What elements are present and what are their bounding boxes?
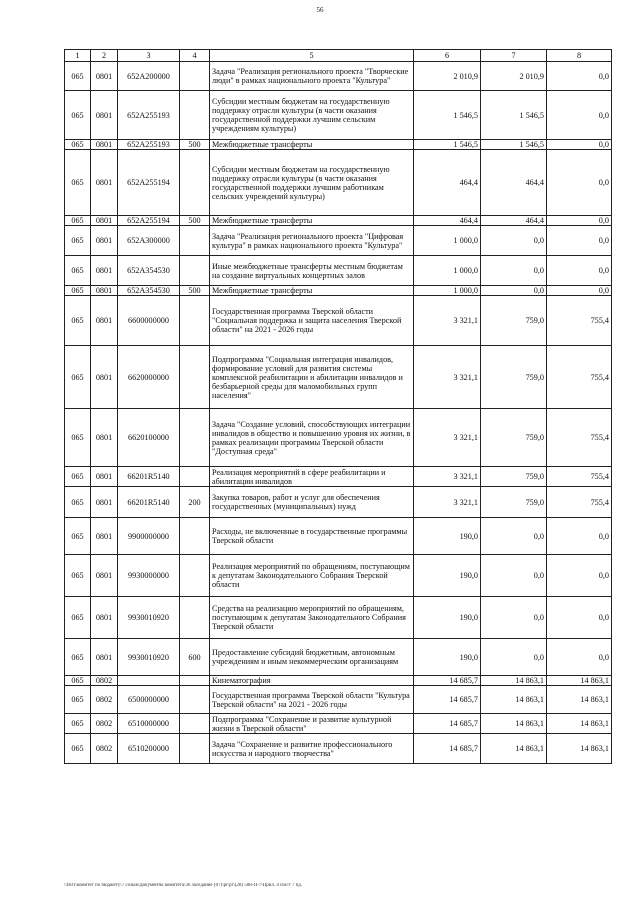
column-header: 3 bbox=[118, 50, 180, 62]
amount-cell: 3 321,1 bbox=[414, 487, 481, 518]
expense-type-cell bbox=[180, 676, 210, 686]
expense-type-cell bbox=[180, 686, 210, 714]
description-cell: Подпрограмма "Сохранение и развитие культурной жизни в Тверской области" bbox=[210, 714, 414, 734]
description-cell: Субсидии местным бюджетам на государственную поддержку отрасли культуры (в части оказания государственной поддержки лучшим работникам сельских учреждений культуры) bbox=[210, 150, 414, 216]
table-row bbox=[65, 555, 612, 597]
admin-code-cell: 065 bbox=[65, 409, 91, 467]
description-cell: Межбюджетные трансферты bbox=[210, 286, 414, 296]
expense-type-cell bbox=[180, 734, 210, 764]
admin-code-cell: 065 bbox=[65, 286, 91, 296]
description-cell: Субсидии местным бюджетам на государственную поддержку отрасли культуры (в части оказания государственной поддержки лучшим сельским учреждениям культуры) bbox=[210, 91, 414, 140]
target-article-cell: 9930010920 bbox=[118, 639, 180, 676]
expense-type-cell bbox=[180, 91, 210, 140]
amount-cell: 0,0 bbox=[547, 62, 612, 91]
target-article-cell: 652A354530 bbox=[118, 286, 180, 296]
amount-cell: 464,4 bbox=[414, 216, 481, 226]
admin-code-cell: 065 bbox=[65, 518, 91, 555]
section-code-cell: 0801 bbox=[91, 91, 118, 140]
section-code-cell: 0802 bbox=[91, 714, 118, 734]
amount-cell: 14 863,1 bbox=[547, 676, 612, 686]
amount-cell: 0,0 bbox=[547, 91, 612, 140]
amount-cell: 0,0 bbox=[481, 639, 547, 676]
expense-type-cell: 500 bbox=[180, 140, 210, 150]
target-article-cell: 6510200000 bbox=[118, 734, 180, 764]
admin-code-cell: 065 bbox=[65, 734, 91, 764]
amount-cell: 759,0 bbox=[481, 346, 547, 409]
section-code-cell: 0801 bbox=[91, 639, 118, 676]
amount-cell: 14 863,1 bbox=[481, 734, 547, 764]
amount-cell: 14 863,1 bbox=[481, 676, 547, 686]
admin-code-cell: 065 bbox=[65, 62, 91, 91]
description-cell: Подпрограмма "Социальная интеграция инвалидов, формирование условий для развития системы комплексной реабилитации и абилитации инвалидов и безбарьерной среды для маломобильных групп населения" bbox=[210, 346, 414, 409]
expense-type-cell bbox=[180, 296, 210, 346]
expense-type-cell bbox=[180, 346, 210, 409]
amount-cell: 0,0 bbox=[547, 286, 612, 296]
amount-cell: 14 685,7 bbox=[414, 676, 481, 686]
admin-code-cell: 065 bbox=[65, 296, 91, 346]
admin-code-cell: 065 bbox=[65, 256, 91, 286]
section-code-cell: 0801 bbox=[91, 150, 118, 216]
file-path-footer: \\fs01\комитет по бюджету\7 созыв\Документы комитета\36 заседание (07)\pr\pr\(28) 508-П-7\Прил. 4 Пост 7 бд. bbox=[64, 883, 303, 888]
table-row bbox=[65, 487, 612, 518]
amount-cell: 464,4 bbox=[481, 150, 547, 216]
amount-cell: 2 010,9 bbox=[414, 62, 481, 91]
target-article-cell: 6600000000 bbox=[118, 296, 180, 346]
target-article-cell: 6500000000 bbox=[118, 686, 180, 714]
amount-cell: 3 321,1 bbox=[414, 346, 481, 409]
section-code-cell: 0802 bbox=[91, 734, 118, 764]
table-row bbox=[65, 140, 612, 150]
amount-cell: 190,0 bbox=[414, 639, 481, 676]
amount-cell: 14 685,7 bbox=[414, 686, 481, 714]
table-row bbox=[65, 346, 612, 409]
description-cell: Задача "Реализация регионального проекта "Творческие люди" в рамках национального проекта "Культура" bbox=[210, 62, 414, 91]
amount-cell: 0,0 bbox=[547, 226, 612, 256]
amount-cell: 0,0 bbox=[547, 216, 612, 226]
admin-code-cell: 065 bbox=[65, 91, 91, 140]
expense-type-cell: 500 bbox=[180, 216, 210, 226]
section-code-cell: 0801 bbox=[91, 555, 118, 597]
description-cell: Задача "Реализация регионального проекта "Цифровая культура" в рамках национального проекта "Культура" bbox=[210, 226, 414, 256]
amount-cell: 464,4 bbox=[414, 150, 481, 216]
amount-cell: 0,0 bbox=[547, 597, 612, 639]
amount-cell: 0,0 bbox=[481, 518, 547, 555]
amount-cell: 759,0 bbox=[481, 296, 547, 346]
table-row bbox=[65, 597, 612, 639]
expense-type-cell bbox=[180, 518, 210, 555]
description-cell: Государственная программа Тверской области "Социальная поддержка и защита населения Тверской области" на 2021 - 2026 годы bbox=[210, 296, 414, 346]
target-article-cell: 9900000000 bbox=[118, 518, 180, 555]
section-code-cell: 0801 bbox=[91, 140, 118, 150]
section-code-cell: 0801 bbox=[91, 409, 118, 467]
admin-code-cell: 065 bbox=[65, 226, 91, 256]
section-code-cell: 0801 bbox=[91, 346, 118, 409]
admin-code-cell: 065 bbox=[65, 216, 91, 226]
target-article-cell: 6620000000 bbox=[118, 346, 180, 409]
table-row bbox=[65, 91, 612, 140]
amount-cell: 14 863,1 bbox=[481, 714, 547, 734]
table-row bbox=[65, 216, 612, 226]
admin-code-cell: 065 bbox=[65, 140, 91, 150]
amount-cell: 1 546,5 bbox=[481, 91, 547, 140]
amount-cell: 0,0 bbox=[547, 555, 612, 597]
admin-code-cell: 065 bbox=[65, 150, 91, 216]
description-cell: Задача "Создание условий, способствующих интеграции инвалидов в общество и повышению уровня их жизни, в рамках реализации программы Тверской области "Доступная среда" bbox=[210, 409, 414, 467]
section-code-cell: 0801 bbox=[91, 597, 118, 639]
table-row bbox=[65, 150, 612, 216]
admin-code-cell: 065 bbox=[65, 714, 91, 734]
target-article-cell: 652A255194 bbox=[118, 216, 180, 226]
section-code-cell: 0801 bbox=[91, 487, 118, 518]
page-number: 56 bbox=[316, 6, 324, 14]
amount-cell: 14 863,1 bbox=[547, 714, 612, 734]
amount-cell: 14 685,7 bbox=[414, 734, 481, 764]
expense-type-cell bbox=[180, 150, 210, 216]
expense-type-cell bbox=[180, 62, 210, 91]
amount-cell: 14 863,1 bbox=[481, 686, 547, 714]
amount-cell: 755,4 bbox=[547, 487, 612, 518]
amount-cell: 759,0 bbox=[481, 487, 547, 518]
table-row bbox=[65, 226, 612, 256]
table-body bbox=[65, 62, 612, 764]
target-article-cell: 652A255193 bbox=[118, 140, 180, 150]
column-header: 4 bbox=[180, 50, 210, 62]
admin-code-cell: 065 bbox=[65, 686, 91, 714]
amount-cell: 755,4 bbox=[547, 296, 612, 346]
section-code-cell: 0801 bbox=[91, 518, 118, 555]
amount-cell: 3 321,1 bbox=[414, 296, 481, 346]
admin-code-cell: 065 bbox=[65, 555, 91, 597]
section-code-cell: 0801 bbox=[91, 296, 118, 346]
amount-cell: 0,0 bbox=[547, 256, 612, 286]
target-article-cell: 652A300000 bbox=[118, 226, 180, 256]
amount-cell: 464,4 bbox=[481, 216, 547, 226]
admin-code-cell: 065 bbox=[65, 346, 91, 409]
budget-table bbox=[64, 49, 612, 764]
description-cell: Кинематография bbox=[210, 676, 414, 686]
expense-type-cell: 200 bbox=[180, 487, 210, 518]
target-article-cell: 652A255193 bbox=[118, 91, 180, 140]
amount-cell: 3 321,1 bbox=[414, 467, 481, 487]
section-code-cell: 0801 bbox=[91, 216, 118, 226]
amount-cell: 1 546,5 bbox=[414, 91, 481, 140]
description-cell: Закупка товаров, работ и услуг для обеспечения государственных (муниципальных) нужд bbox=[210, 487, 414, 518]
table-row bbox=[65, 676, 612, 686]
admin-code-cell: 065 bbox=[65, 487, 91, 518]
amount-cell: 2 010,9 bbox=[481, 62, 547, 91]
target-article-cell: 66201R5140 bbox=[118, 487, 180, 518]
description-cell: Государственная программа Тверской области "Культура Тверской области" на 2021 - 2026 годы bbox=[210, 686, 414, 714]
description-cell: Реализация мероприятий в сфере реабилитации и абилитации инвалидов bbox=[210, 467, 414, 487]
description-cell: Задача "Сохранение и развитие профессионального искусства и народного творчества" bbox=[210, 734, 414, 764]
column-header: 2 bbox=[91, 50, 118, 62]
amount-cell: 1 546,5 bbox=[414, 140, 481, 150]
admin-code-cell: 065 bbox=[65, 467, 91, 487]
expense-type-cell: 500 bbox=[180, 286, 210, 296]
table-header-row bbox=[65, 50, 612, 62]
section-code-cell: 0801 bbox=[91, 256, 118, 286]
section-code-cell: 0802 bbox=[91, 676, 118, 686]
description-cell: Межбюджетные трансферты bbox=[210, 216, 414, 226]
description-cell: Расходы, не включенные в государственные программы Тверской области bbox=[210, 518, 414, 555]
amount-cell: 14 863,1 bbox=[547, 686, 612, 714]
target-article-cell bbox=[118, 676, 180, 686]
target-article-cell: 652A200000 bbox=[118, 62, 180, 91]
amount-cell: 0,0 bbox=[481, 256, 547, 286]
section-code-cell: 0801 bbox=[91, 226, 118, 256]
table-row bbox=[65, 409, 612, 467]
amount-cell: 759,0 bbox=[481, 467, 547, 487]
amount-cell: 755,4 bbox=[547, 467, 612, 487]
table-row bbox=[65, 714, 612, 734]
expense-type-cell bbox=[180, 597, 210, 639]
table-row bbox=[65, 296, 612, 346]
amount-cell: 0,0 bbox=[481, 286, 547, 296]
expense-type-cell bbox=[180, 226, 210, 256]
column-header: 6 bbox=[414, 50, 481, 62]
target-article-cell: 6620100000 bbox=[118, 409, 180, 467]
admin-code-cell: 065 bbox=[65, 639, 91, 676]
expense-type-cell bbox=[180, 256, 210, 286]
expense-type-cell bbox=[180, 555, 210, 597]
amount-cell: 1 000,0 bbox=[414, 256, 481, 286]
table-row bbox=[65, 686, 612, 714]
amount-cell: 1 000,0 bbox=[414, 226, 481, 256]
target-article-cell: 652A354530 bbox=[118, 256, 180, 286]
amount-cell: 3 321,1 bbox=[414, 409, 481, 467]
table-row bbox=[65, 62, 612, 91]
column-header: 7 bbox=[481, 50, 547, 62]
amount-cell: 759,0 bbox=[481, 409, 547, 467]
expense-type-cell bbox=[180, 714, 210, 734]
table-row bbox=[65, 734, 612, 764]
section-code-cell: 0801 bbox=[91, 286, 118, 296]
amount-cell: 1 546,5 bbox=[481, 140, 547, 150]
column-header: 8 bbox=[547, 50, 612, 62]
amount-cell: 0,0 bbox=[481, 226, 547, 256]
table-row bbox=[65, 467, 612, 487]
expense-type-cell bbox=[180, 467, 210, 487]
amount-cell: 0,0 bbox=[547, 150, 612, 216]
amount-cell: 14 685,7 bbox=[414, 714, 481, 734]
amount-cell: 755,4 bbox=[547, 346, 612, 409]
amount-cell: 190,0 bbox=[414, 555, 481, 597]
amount-cell: 0,0 bbox=[547, 639, 612, 676]
amount-cell: 0,0 bbox=[547, 140, 612, 150]
description-cell: Предоставление субсидий бюджетным, автономным учреждениям и иным некоммерческим организациям bbox=[210, 639, 414, 676]
target-article-cell: 9930010920 bbox=[118, 597, 180, 639]
description-cell: Средства на реализацию мероприятий по обращениям, поступающим к депутатам Законодательного Собрания Тверской области bbox=[210, 597, 414, 639]
admin-code-cell: 065 bbox=[65, 597, 91, 639]
amount-cell: 190,0 bbox=[414, 597, 481, 639]
admin-code-cell: 065 bbox=[65, 676, 91, 686]
description-cell: Иные межбюджетные трансферты местным бюджетам на создание виртуальных концертных залов bbox=[210, 256, 414, 286]
target-article-cell: 6510000000 bbox=[118, 714, 180, 734]
table-row bbox=[65, 639, 612, 676]
target-article-cell: 66201R5140 bbox=[118, 467, 180, 487]
column-header: 5 bbox=[210, 50, 414, 62]
expense-type-cell bbox=[180, 409, 210, 467]
expense-type-cell: 600 bbox=[180, 639, 210, 676]
section-code-cell: 0801 bbox=[91, 62, 118, 91]
table-row bbox=[65, 518, 612, 555]
section-code-cell: 0802 bbox=[91, 686, 118, 714]
table-row bbox=[65, 256, 612, 286]
table-row bbox=[65, 286, 612, 296]
amount-cell: 755,4 bbox=[547, 409, 612, 467]
section-code-cell: 0801 bbox=[91, 467, 118, 487]
target-article-cell: 9930000000 bbox=[118, 555, 180, 597]
description-cell: Межбюджетные трансферты bbox=[210, 140, 414, 150]
amount-cell: 1 000,0 bbox=[414, 286, 481, 296]
column-header: 1 bbox=[65, 50, 91, 62]
amount-cell: 0,0 bbox=[481, 597, 547, 639]
amount-cell: 14 863,1 bbox=[547, 734, 612, 764]
amount-cell: 190,0 bbox=[414, 518, 481, 555]
amount-cell: 0,0 bbox=[547, 518, 612, 555]
target-article-cell: 652A255194 bbox=[118, 150, 180, 216]
description-cell: Реализация мероприятий по обращениям, поступающим к депутатам Законодательного Собрания Тверской области bbox=[210, 555, 414, 597]
amount-cell: 0,0 bbox=[481, 555, 547, 597]
